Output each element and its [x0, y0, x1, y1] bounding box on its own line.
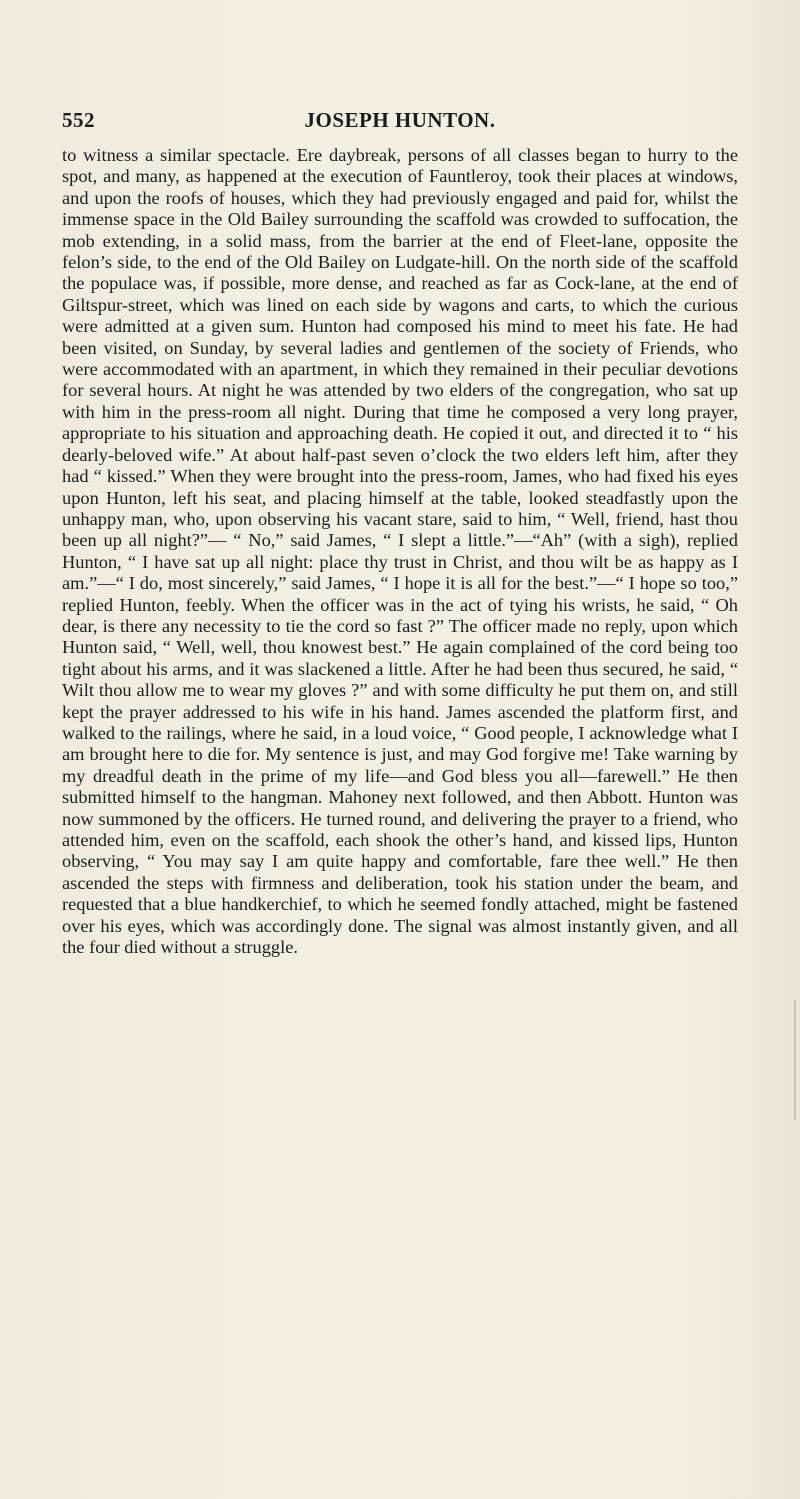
page-header	[62, 108, 738, 134]
running-title: JOSEPH HUNTON.	[304, 108, 496, 132]
body-paragraph: to witness a similar spectacle. Ere daybreak, persons of all classes began to hurry to the spot, and many, as happened at the execution of Fauntleroy, took their places at windows, and upon the roofs of houses, which they had previously engaged and paid for, whilst the immense space in the Old Bailey surrounding the scaffold was crowded to suffocation, the mob extending, in a solid mass, from the barrier at the end of Fleet-lane, opposite the felon’s side, to the end of the Old Bailey on Ludgate-hill. On the north side of the scaffold the populace was, if possible, more dense, and reached as far as Cock-lane, at the end of Giltspur-street, which was lined on each side by wagons and carts, to which the curious were admitted at a given sum. Hunton had composed his mind to meet his fate. He had been visited, on Sunday, by several ladies and gentlemen of the society of Friends, who were accommodated with an apartment, in which they remained in their peculiar devotions for several hours. At night he was attended by two elders of the congregation, who sat up with him in the press-room all night. During that time he composed a very long prayer, appropriate to his situation and approaching death. He copied it out, and directed it to “ his dearly-beloved wife.” At about half-past seven o’clock the two elders left him, after they had “ kissed.” When they were brought into the press-room, James, who had fixed his eyes upon Hunton, left his seat, and placing himself at the table, looked steadfastly upon the unhappy man, who, upon observing his vacant stare, said to him, “ Well, friend, hast thou been up all night?”— “ No,” said James, “ I slept a little.”—“Ah” (with a sigh), replied Hunton, “ I have sat up all night: place thy trust in Christ, and thou wilt be as happy as I am.”—“ I do, most sincerely,” said James, “ I hope it is all for the best.”—“ I hope so too,” replied Hunton, feebly. When the officer was in the act of tying his wrists, he said, “ Oh dear, is there any necessity to tie the cord so fast ?” The officer made no reply, upon which Hunton said, “ Well, well, thou knowest best.” He again complained of the cord being too tight about his arms, and it was slackened a little. After he had been thus secured, he said, “ Wilt thou allow me to wear my gloves ?” and with some difficulty he put them on, and still kept the prayer addressed to his wife in his hand. James ascended the platform first, and walked to the railings, where he said, in a loud voice, “ Good people, I acknowledge what I am brought here to die for. My sentence is just, and may God forgive me! Take warning by my dreadful death in the prime of my life—and God bless you all—farewell.” He then submitted himself to the hangman. Mahoney next followed, and then Abbott. Hunton was now summoned by the officers. He turned round, and delivering the prayer to a friend, who attended him, even on the scaffold, each shook the other’s hand, and kissed lips, Hunton observing, “ You may say I am quite happy and comfortable, fare thee well.” He then ascended the steps with firmness and deliberation, took his station under the beam, and requested that a blue handkerchief, to which he seemed fondly attached, might be fastened over his eyes, which was accordingly done. The signal was almost instantly given, and all the four died without a struggle.	[62, 145, 738, 958]
page-edge-shadow	[794, 1000, 796, 1120]
page-number: 552	[62, 108, 95, 132]
